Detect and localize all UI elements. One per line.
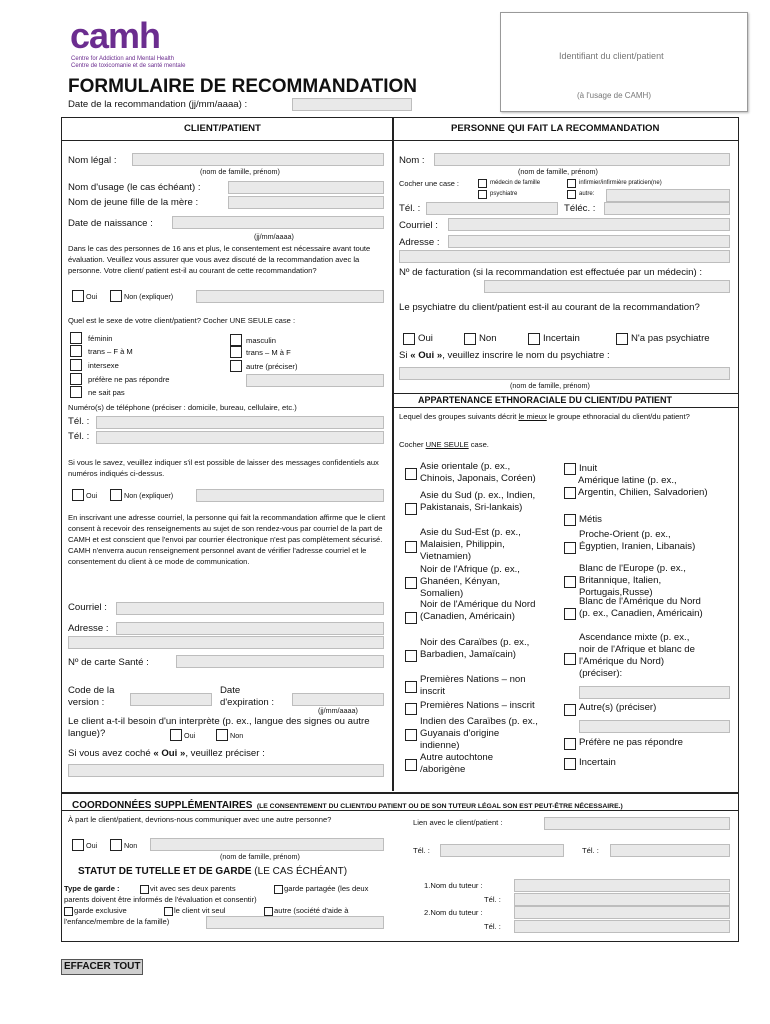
extra-header (72, 795, 623, 813)
psy-aucun-label: N'a pas psychiatre (631, 333, 710, 344)
psy-aucun-checkbox[interactable] (616, 333, 628, 345)
naissance-field[interactable] (172, 216, 384, 229)
ethno-left-checkbox-0[interactable] (405, 468, 417, 480)
naissance-label: Date de naissance : (68, 218, 153, 229)
ethno-header: APPARTENANCE ETHNORACIALE DU CLIENT/DU PATIENT (418, 395, 672, 405)
ethno-right-label-6 (579, 632, 695, 680)
ref-medecin-checkbox[interactable] (478, 179, 487, 188)
psy-incertain-checkbox[interactable] (528, 333, 540, 345)
ref-adresse-field-2[interactable] (399, 250, 730, 263)
consent-non-label: Non (expliquer) (124, 292, 174, 301)
sexe-question: Quel est le sexe de votre client/patient? Cocher UNE SEULE case : (68, 316, 296, 325)
garde-autre-label: autre (société d'aide à (274, 906, 349, 915)
ethno-q-post: le groupe ethnoracial du client/du patient? (546, 412, 690, 421)
sexe-prefere-label: préfère ne pas répondre (88, 375, 170, 384)
ethno-right-6-line-2: l'Amérique du Nord) (579, 656, 665, 667)
ethno-left-label-6 (420, 674, 526, 698)
sexe-feminin-checkbox[interactable] (70, 332, 82, 344)
code-version-field[interactable] (130, 693, 212, 706)
referrer-header: PERSONNE QUI FAIT LA RECOMMANDATION (451, 123, 660, 134)
ref-nom-label: Nom : (399, 155, 425, 166)
logo-subtitle-fr: Centre de toxicomanie et de santé mentale (71, 63, 186, 69)
nom-mere-field[interactable] (228, 196, 384, 209)
psy-oui-label: Oui (418, 333, 433, 344)
ethno-cocher-underline: UNE SEULE (425, 440, 469, 449)
extra-tel1-field[interactable] (440, 844, 564, 857)
ethno-right-label-7 (579, 702, 656, 714)
ethno-right-1-line-1: Argentin, Chilien, Salvadorien) (578, 487, 708, 498)
extra-tel2-field[interactable] (610, 844, 730, 857)
psy-question: Le psychiatre du client/patient est-il au courant de la recommandation? (399, 302, 700, 313)
ethno-left-label-2 (420, 527, 521, 563)
sexe-trans-mf-checkbox[interactable] (230, 346, 242, 358)
ethno-left-2-line-0: Asie du Sud-Est (p. ex., (420, 527, 521, 538)
ethno-left-label-9 (420, 752, 493, 776)
ethno-right-label-3 (579, 529, 695, 553)
naissance-hint: (jj/mm/aaaa) (254, 232, 294, 241)
ethno-right-7-line-0: Autre(s) (préciser) (579, 702, 657, 713)
ethno-left-label-1 (420, 490, 535, 514)
ethno-cocher (399, 440, 489, 449)
ethno-right-3-line-0: Proche-Orient (p. ex., (579, 529, 671, 540)
extra-header-note: (LE CONSENTEMENT DU CLIENT/DU PATIENT OU DE SON TUTEUR LÉGAL SON EST PEUT-ÊTRE NÉCESSAIRE.) (256, 803, 623, 810)
ethno-left-checkbox-3[interactable] (405, 577, 417, 589)
ethno-question (399, 412, 729, 423)
psy-name-field[interactable] (399, 367, 730, 380)
ethno-right-5-line-0: Blanc de l'Amérique du Nord (579, 596, 701, 607)
ethno-left-label-4 (420, 599, 535, 623)
interprete-non-label: Non (230, 731, 244, 740)
expiration-label-1: Date (220, 685, 241, 696)
ethno-right-checkbox-2[interactable] (564, 514, 576, 526)
ethno-right-6-line-3: (préciser): (579, 668, 623, 679)
tuteur1-label: 1.Nom du tuteur : (424, 881, 483, 890)
carte-sante-field[interactable] (176, 655, 384, 668)
client-adresse-label: Adresse : (68, 623, 109, 634)
nom-mere-label: Nom de jeune fille de la mère : (68, 197, 199, 208)
extra-tel1-label: Tél. : (413, 846, 430, 855)
garde-partagee-label-2: parents doivent être informés de l'évaluation et consentir) (64, 895, 257, 904)
ethno-right-checkbox-5[interactable] (564, 608, 576, 620)
interprete-question: Le client a-t-il besoin d'un interprète (p. ex., langue des signes ou autre langue)? (68, 716, 370, 739)
interprete-oui-label: Oui (184, 731, 196, 740)
ethno-autre-field[interactable] (579, 720, 730, 733)
message-explain-field[interactable] (196, 489, 384, 502)
ethno-left-5-line-1: Barbadien, Jamaïcain) (420, 649, 516, 660)
sexe-autre-label: autre (préciser) (246, 362, 298, 371)
garde-autre-checkbox[interactable] (264, 907, 273, 916)
ethno-right-checkbox-3[interactable] (564, 542, 576, 554)
consent-non-checkbox[interactable] (110, 290, 122, 302)
ethno-left-label-7 (420, 700, 535, 712)
ethno-right-3-line-1: Égyptien, Iranien, Libanais) (579, 541, 696, 552)
extra-header-main: COORDONNÉES SUPPLÉMENTAIRES (72, 800, 253, 811)
nom-legal-label: Nom légal : (68, 155, 117, 166)
ethno-right-9-line-0: Incertain (579, 757, 616, 768)
message-text: Si vous le savez, veuillez indiquer s'il est possible de laisser des messages confidentiels aux numéros indiqués ci-dessus. (68, 458, 379, 478)
client-adresse-field-2[interactable] (68, 636, 384, 649)
ethno-mixte-field[interactable] (579, 686, 730, 699)
tuteur2-field[interactable] (514, 906, 730, 919)
sexe-masculin-label: masculin (246, 336, 276, 345)
ethno-left-label-8 (420, 716, 538, 752)
expiration-label-2: d'expiration : (220, 697, 275, 708)
client-courriel-field[interactable] (116, 602, 384, 615)
extra-oui-label: Oui (86, 841, 98, 850)
tutelle-header-main: STATUT DE TUTELLE ET DE GARDE (78, 866, 252, 877)
ref-courriel-field[interactable] (448, 218, 730, 231)
si-oui-bold: « Oui » (153, 748, 186, 759)
ref-tel-field[interactable] (426, 202, 558, 215)
psy-si-bold: « Oui » (410, 350, 443, 361)
nom-usage-field[interactable] (228, 181, 384, 194)
message-non-checkbox[interactable] (110, 489, 122, 501)
ref-medecin-label: médecin de famille (490, 180, 541, 186)
consent-oui-label: Oui (86, 292, 98, 301)
extra-name-hint: (nom de famille, prénom) (220, 852, 300, 861)
psy-non-label: Non (479, 333, 497, 344)
ethno-right-label-8 (579, 737, 683, 749)
ref-autre-field[interactable] (606, 189, 730, 202)
expiration-field[interactable] (292, 693, 384, 706)
client-id-label: Identifiant du client/patient (559, 51, 664, 61)
extra-non-checkbox[interactable] (110, 839, 122, 851)
ethno-right-5-line-1: (p. ex., Canadien, Américain) (579, 608, 703, 619)
ethno-left-8-line-0: Indien des Caraïbes (p. ex., (420, 716, 538, 727)
tel2-field[interactable] (96, 431, 384, 444)
tutelle-header (78, 866, 347, 877)
ethno-right-6-line-0: Ascendance mixte (p. ex., (579, 632, 690, 643)
garde-deux-parents-label: vit avec ses deux parents (150, 884, 236, 893)
garde-seul-label: le client vit seul (174, 906, 226, 915)
psy-si-post: , veuillez inscrire le nom du psychiatre : (442, 350, 610, 361)
ethno-right-label-4 (579, 563, 686, 599)
ref-tel-label: Tél. : (399, 203, 421, 214)
extra-lien-label: Lien avec le client/patient : (413, 818, 503, 827)
ethno-left-checkbox-2[interactable] (405, 541, 417, 553)
sexe-intersexe-checkbox[interactable] (70, 359, 82, 371)
nom-legal-hint: (nom de famille, prénom) (200, 167, 280, 176)
extra-lien-field[interactable] (544, 817, 730, 830)
tuteur2-tel-field[interactable] (514, 920, 730, 933)
carte-sante-label: Nº de carte Santé : (68, 657, 149, 668)
ethno-right-label-5 (579, 596, 703, 620)
email-consent-text: En inscrivant une adresse courriel, la personne qui fait la recommandation affirme que le client consent à recevoir des renseignements au sujet de son rendez-vous par courriel de la part de CAMH et est conscient que l'envoi par courrier électronique n'est pas complètement sécurisé. CAMH n'enverra aucun renseignement personnel avant de vérifier l'adresse courriel et le consentement du client à ce mode de communication. (68, 513, 386, 566)
ethno-left-checkbox-7[interactable] (405, 703, 417, 715)
interprete-precision-label (68, 748, 265, 760)
code-version-label-2: version : (68, 697, 105, 708)
sexe-prefere-checkbox[interactable] (70, 373, 82, 385)
extra-oui-checkbox[interactable] (72, 839, 84, 851)
sexe-intersexe-label: intersexe (88, 361, 119, 370)
expiration-hint: (jj/mm/aaaa) (318, 706, 358, 715)
ethno-left-3-line-2: Somalien) (420, 588, 464, 599)
ethno-cocher-pre: Cocher (399, 440, 426, 449)
client-courriel-label: Courriel : (68, 602, 107, 613)
tel1-label: Tél. : (68, 416, 90, 427)
ethno-right-2-line-0: Métis (579, 514, 602, 525)
message-oui-label: Oui (86, 491, 98, 500)
clear-all-button[interactable]: EFFACER TOUT (61, 959, 143, 975)
si-oui-pre: Si vous avez coché (68, 748, 154, 759)
ref-courriel-label: Courriel : (399, 220, 438, 231)
ethno-left-label-3 (420, 564, 520, 600)
ethno-right-4-line-0: Blanc de l'Europe (p. ex., (579, 563, 686, 574)
sexe-trans-mf-label: trans – M à F (246, 348, 291, 357)
code-version-label-1: Code de la (68, 685, 115, 696)
garde-partagee-checkbox[interactable] (274, 885, 283, 894)
extra-name-field[interactable] (150, 838, 384, 851)
ethno-right-label-9 (579, 757, 616, 769)
date-label: Date de la recommandation (jj/mm/aaaa) : (68, 99, 248, 110)
sexe-feminin-label: féminin (88, 334, 113, 343)
ethno-left-1-line-0: Asie du Sud (p. ex., Indien, (420, 490, 536, 501)
ethno-right-checkbox-6[interactable] (564, 653, 576, 665)
ethno-cocher-post: case. (468, 440, 489, 449)
consent-explain-field[interactable] (196, 290, 384, 303)
ethno-left-checkbox-9[interactable] (405, 759, 417, 771)
sexe-autre-field[interactable] (246, 374, 384, 387)
ethno-left-9-line-1: /aborigène (420, 764, 466, 775)
ethno-right-checkbox-7[interactable] (564, 704, 576, 716)
ethno-right-checkbox-8[interactable] (564, 738, 576, 750)
extra-non-label: Non (124, 841, 138, 850)
extra-question: À part le client/patient, devrions-nous communiquer avec une autre personne? (68, 815, 332, 824)
ethno-q-underline: le mieux (518, 412, 547, 421)
tuteur1-tel-field[interactable] (514, 893, 730, 906)
ethno-left-8-line-2: indienne) (420, 740, 460, 751)
ethno-left-2-line-2: Vietnamien) (420, 551, 472, 562)
ref-psychiatre-checkbox[interactable] (478, 190, 487, 199)
ethno-left-6-line-0: Premières Nations – non (420, 674, 526, 685)
garde-deux-parents-checkbox[interactable] (140, 885, 149, 894)
tuteur1-tel-label: Tél. : (484, 895, 501, 904)
ref-infirmier-label: infirmier/infirmière praticien(ne) (579, 180, 662, 186)
ethno-left-label-5 (420, 637, 529, 661)
nom-legal-field[interactable] (132, 153, 384, 166)
sexe-trans-fm-label: trans – F à M (88, 347, 133, 356)
extra-tel2-label: Tél. : (582, 846, 599, 855)
tuteur1-field[interactable] (514, 879, 730, 892)
ethno-left-2-line-1: Malaisien, Philippin, (420, 539, 505, 550)
ref-nom-field[interactable] (434, 153, 730, 166)
ethno-left-5-line-0: Noir des Caraïbes (p. ex., (420, 637, 530, 648)
ethno-q-pre: Lequel des groupes suivants décrit (399, 412, 519, 421)
consent-oui-checkbox[interactable] (72, 290, 84, 302)
ref-telec-field[interactable] (604, 202, 730, 215)
ethno-left-0-line-1: Chinois, Japonais, Coréen) (420, 473, 536, 484)
ethno-left-checkbox-6[interactable] (405, 681, 417, 693)
ethno-right-label-2 (579, 514, 602, 526)
sexe-masculin-checkbox[interactable] (230, 334, 242, 346)
telephone-question: Numéro(s) de téléphone (préciser : domicile, bureau, cellulaire, etc.) (68, 403, 297, 412)
tuteur2-label: 2.Nom du tuteur : (424, 908, 483, 917)
garde-seul-checkbox[interactable] (164, 907, 173, 916)
ethno-right-checkbox-4[interactable] (564, 576, 576, 588)
ethno-right-checkbox-1[interactable] (564, 487, 576, 499)
si-oui-post: , veuillez préciser : (185, 748, 265, 759)
sexe-autre-checkbox[interactable] (230, 360, 242, 372)
sexe-ne-sait-pas-checkbox[interactable] (70, 386, 82, 398)
camh-logo: camh (70, 15, 161, 56)
ref-telec-label: Téléc. : (564, 203, 596, 214)
sexe-ne-sait-pas-label: ne sait pas (88, 388, 125, 397)
ref-adresse-label: Adresse : (399, 237, 440, 248)
ref-facturation-field[interactable] (484, 280, 730, 293)
garde-autre-label-2: l'enfance/membre de la famille) (64, 917, 170, 926)
ethno-right-label-0 (579, 463, 597, 475)
client-id-note: (à l'usage de CAMH) (577, 91, 651, 100)
ref-adresse-field-1[interactable] (448, 235, 730, 248)
ethno-right-8-line-0: Préfère ne pas répondre (579, 737, 683, 748)
tuteur2-tel-label: Tél. : (484, 922, 501, 931)
garde-type-label: Type de garde : (64, 884, 120, 893)
client-adresse-field-1[interactable] (116, 622, 384, 635)
ethno-left-checkbox-4[interactable] (405, 612, 417, 624)
ethno-right-1-line-0: Amérique latine (p. ex., (578, 475, 677, 486)
ethno-left-1-line-1: Pakistanais, Sri-lankais) (420, 502, 523, 513)
garde-exclusive-checkbox[interactable] (64, 907, 73, 916)
ethno-left-checkbox-1[interactable] (405, 503, 417, 515)
client-id-box[interactable] (500, 12, 748, 112)
ethno-left-0-line-0: Asie orientale (p. ex., (420, 461, 511, 472)
ethno-left-checkbox-8[interactable] (405, 729, 417, 741)
sexe-trans-fm-checkbox[interactable] (70, 345, 82, 357)
client-header: CLIENT/PATIENT (184, 123, 261, 134)
nom-usage-label: Nom d'usage (le cas échéant) : (68, 182, 201, 193)
ethno-left-label-0 (420, 461, 536, 485)
ref-autre-label: autre: (579, 191, 595, 197)
garde-autre-field[interactable] (206, 916, 384, 929)
psy-oui-checkbox[interactable] (403, 333, 415, 345)
ref-facturation-label: Nº de facturation (si la recommandation est effectuée par un médecin) : (399, 267, 703, 278)
ref-infirmier-checkbox[interactable] (567, 179, 576, 188)
ethno-left-4-line-0: Noir de l'Amérique du Nord (420, 599, 536, 610)
ethno-right-checkbox-9[interactable] (564, 758, 576, 770)
consent-text: Dans le cas des personnes de 16 ans et plus, le consentement est nécessaire avant toute évaluation. Veuillez vous assurer que vous avez discuté de la recommandation avec la personne. Votre client/ patient est-il au courant de cette recommandation? (68, 244, 371, 275)
ethno-left-6-line-1: inscrit (420, 686, 446, 697)
ref-psychiatre-label: psychiatre (490, 191, 518, 197)
ethno-left-3-line-0: Noir de l'Afrique (p. ex., (420, 564, 520, 575)
garde-partagee-label: garde partagée (les deux (284, 884, 369, 893)
interprete-oui-checkbox[interactable] (170, 729, 182, 741)
psy-si-pre: Si (399, 350, 411, 361)
ethno-right-4-line-2: Portugais,Russe) (579, 587, 653, 598)
ethno-left-9-line-0: Autre autochtone (420, 752, 494, 763)
ethno-right-0-line-0: Inuit (579, 463, 598, 474)
ethno-right-6-line-1: noir de l'Afrique et blanc de (579, 644, 695, 655)
message-non-label: Non (expliquer) (124, 491, 174, 500)
date-field[interactable] (292, 98, 412, 111)
tel1-field[interactable] (96, 416, 384, 429)
tutelle-header-note: (LE CAS ÉCHÉANT) (254, 866, 348, 877)
tel2-label: Tél. : (68, 431, 90, 442)
ethno-left-4-line-1: (Canadien, Américain) (420, 611, 515, 622)
ethno-left-3-line-1: Ghanéen, Kényan, (420, 576, 501, 587)
ref-autre-checkbox[interactable] (567, 190, 576, 199)
ethno-left-8-line-1: Guyanais d'origine (420, 728, 500, 739)
ethno-right-label-1 (578, 475, 708, 499)
psy-name-hint: (nom de famille, prénom) (510, 381, 590, 390)
psy-name-question (399, 350, 610, 362)
ethno-right-4-line-1: Britannique, Italien, (579, 575, 662, 586)
psy-incertain-label: Incertain (543, 333, 580, 344)
ethno-right-checkbox-0[interactable] (564, 463, 576, 475)
psy-non-checkbox[interactable] (464, 333, 476, 345)
garde-exclusive-label: garde exclusive (74, 906, 127, 915)
page-title: FORMULAIRE DE RECOMMANDATION (68, 76, 418, 97)
ref-nom-hint: (nom de famille, prénom) (518, 167, 598, 176)
ethno-left-checkbox-5[interactable] (405, 650, 417, 662)
interprete-non-checkbox[interactable] (216, 729, 228, 741)
logo-subtitle-en: Centre for Addiction and Mental Health (71, 56, 175, 62)
ethno-left-7-line-0: Premières Nations – inscrit (420, 700, 535, 711)
ref-cocher-label: Cocher une case : (399, 179, 459, 188)
message-oui-checkbox[interactable] (72, 489, 84, 501)
interprete-precision-field[interactable] (68, 764, 384, 777)
